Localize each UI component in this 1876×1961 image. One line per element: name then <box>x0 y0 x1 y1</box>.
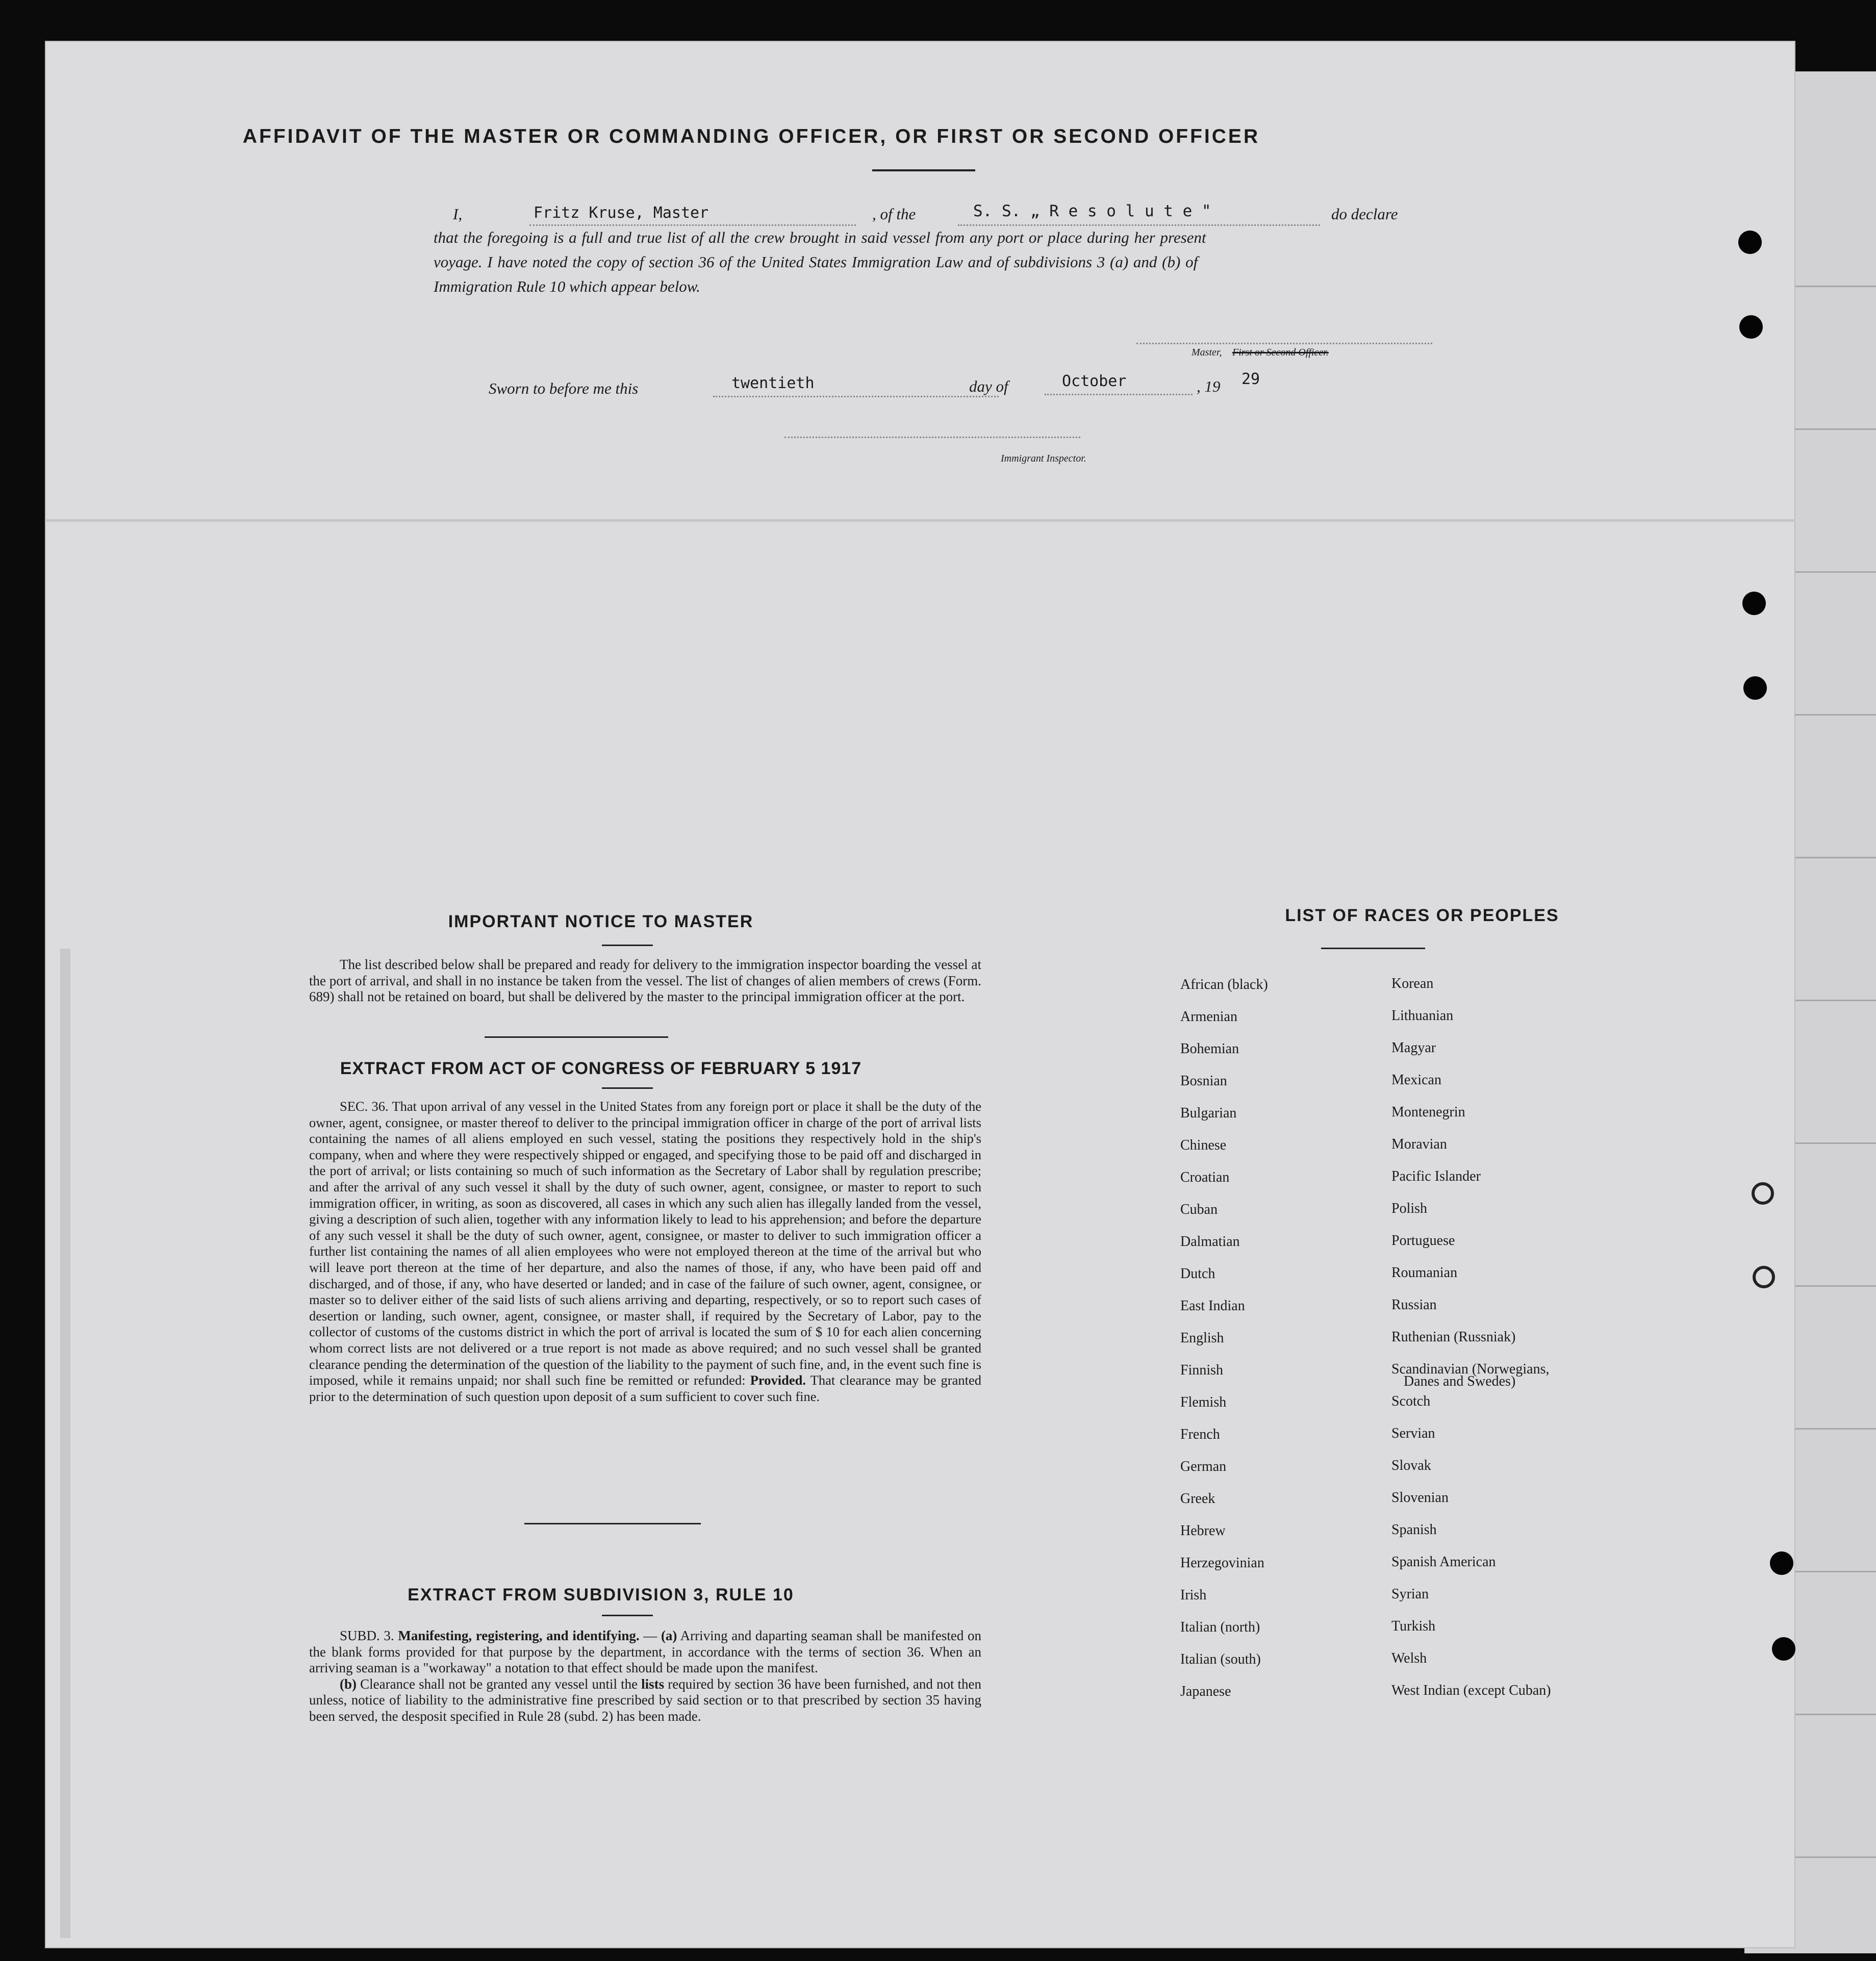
race-item: Welsh <box>1391 1650 1427 1666</box>
officer-label-struck: First or Second Officer. <box>1232 347 1329 358</box>
race-item: Korean <box>1391 976 1434 991</box>
act-paragraph <box>309 1099 981 1405</box>
race-item: Spanish <box>1391 1522 1437 1538</box>
race-item: East Indian <box>1180 1298 1245 1314</box>
race-item: Croatian <box>1180 1169 1230 1185</box>
do-declare-label: do declare <box>1331 205 1398 223</box>
race-item: Servian <box>1391 1425 1435 1441</box>
race-item: Slovenian <box>1391 1490 1449 1506</box>
race-item: Flemish <box>1180 1394 1227 1410</box>
act-section-rule <box>524 1523 701 1524</box>
signature-line <box>1136 343 1432 344</box>
punch-hole <box>1743 676 1767 700</box>
race-item: West Indian (except Cuban) <box>1391 1683 1551 1698</box>
race-item: Italian (south) <box>1180 1651 1261 1667</box>
race-item: Syrian <box>1391 1586 1429 1602</box>
race-item: English <box>1180 1330 1224 1346</box>
punch-hole <box>1753 1266 1775 1288</box>
notice-paragraph <box>309 957 981 1005</box>
race-item: Magyar <box>1391 1040 1436 1056</box>
subd-b-label: (b) <box>340 1676 357 1692</box>
subd-b-text-1: Clearance shall not be granted any vessel until the <box>360 1676 638 1692</box>
race-item: Finnish <box>1180 1362 1224 1378</box>
act-rule <box>602 1087 653 1089</box>
day-value: twentieth <box>731 374 815 392</box>
page-edge <box>60 949 70 1938</box>
punch-hole <box>1739 315 1763 339</box>
race-item: German <box>1180 1459 1227 1474</box>
name-fill-line <box>529 224 856 226</box>
race-item: Lithuanian <box>1391 1008 1454 1024</box>
notice-text: The list described below shall be prepared and ready for delivery to the immigration inspector boarding the vessel at the port of arrival, and shall in no instance be taken from the vessel. The list of changes of alien members of crews (Form. 689) shall not be retained on board, but shall be delivered by the master to the principal immigration officer at the port. <box>309 957 981 1004</box>
subd-b-lists: lists <box>641 1676 665 1692</box>
day-of-label: day of <box>969 377 1008 395</box>
rule-title-rule <box>602 1615 653 1616</box>
race-item: Japanese <box>1180 1684 1231 1699</box>
affidavit-line-2: that the foregoing is a full and true list of all the crew brought in said vessel from any port or place during her present <box>434 228 1206 246</box>
race-item: Dalmatian <box>1180 1234 1240 1250</box>
races-rule <box>1321 948 1425 949</box>
punch-hole <box>1772 1637 1795 1661</box>
title-rule <box>872 169 975 171</box>
subd-b-text-2: required by section 36 have been furnished, and not then unless, notice of liability to the administrative fine prescribed by said section or to that prescribed by section 35 having been served, the desposit specified in Rule 28 (subd. 2) has been made. <box>309 1676 982 1724</box>
master-label: Master, <box>1191 347 1222 358</box>
year-value: 29 <box>1241 370 1260 388</box>
race-item: Cuban <box>1180 1202 1218 1217</box>
act-text: SEC. 36. That upon arrival of any vessel in the United States from any foreign port or place it shall be the duty of the owner, agent, consignee, or master thereof to deliver to the principal immigration officer in charge of the port of arrival lists containing the names of all aliens employed en such vessel, stating the positions they respectively hold in the ship's company, when and where they were respectively shipped or engaged, and specifying those to be paid off and discharged in the port of arrival; or lists containing so much of such information as the Secretary of Labor shall by regulation prescribe; and after the arrival of any such vessel it shall by the duty of such owner, agent, consignee, or master to report to such immigration officer, in writing, as soon as discovered, all cases in which any such alien has illegally landed from the vessel, giving a description of such alien, together with any information likely to lead to his apprehension; and before the departure of any such vessel it shall be the duty of such owner, agent, consignee, or master to deliver to such immigration officer a further list containing the names of all alien employees who were not employed thereon at the time of the arrival but who will leave port thereon at the time of her departure, and also the names of those, if any, who have been paid off and discharged, and of those, if any, who have deserted or landed; and in case of the failure of such owner, agent, consignee, or master so to deliver either of the said lists of such aliens arriving and departing, respectively, or so to report such cases of desertion or landing, such owner, agent, consignee, or master shall, if required by the Secretary of Labor, pay to the collector of customs of the customs district in which the port of arrival is located the sum of $ 10 for each alien concerning whom correct lists are not delivered or a true report is not made as above required; and no such vessel shall be granted clearance pending the determination of the question of the liability to the payment of such fine, and, in the event such fine is imposed, while it remains unpaid; nor shall such fine be remitted or refunded: <box>309 1099 981 1388</box>
punch-hole <box>1752 1182 1774 1205</box>
race-item: African (black) <box>1180 977 1268 992</box>
month-value: October <box>1062 372 1127 390</box>
punch-hole <box>1742 592 1766 615</box>
inspector-signature-line <box>784 437 1080 438</box>
subd-a-text: Arriving and daparting seaman shall be manifested on the blank forms provided for that purpose by the department, in accordance with the terms of section 36. When an arriving seaman is a "workaway" a notation to that effect should be made upon the manifest. <box>309 1628 982 1675</box>
race-item: Spanish American <box>1391 1554 1496 1570</box>
race-item: Montenegrin <box>1391 1104 1465 1120</box>
act-text-end: That clearance may be granted prior to the determination of such question upon deposit of a sum sufficient to cover such fine. <box>309 1372 982 1404</box>
race-item: Portuguese <box>1391 1233 1455 1249</box>
notice-section-rule <box>485 1036 668 1038</box>
race-item: Chinese <box>1180 1137 1227 1153</box>
subd-heading: Manifesting, registering, and identifying. <box>398 1628 640 1643</box>
master-name-value: Fritz Kruse, Master <box>534 204 709 222</box>
race-item: Dutch <box>1180 1266 1215 1282</box>
document-page <box>45 41 1795 1948</box>
race-item: Moravian <box>1391 1136 1447 1152</box>
race-item: Scotch <box>1391 1393 1431 1409</box>
race-item: Greek <box>1180 1491 1215 1507</box>
punch-hole <box>1738 231 1762 254</box>
sworn-label: Sworn to before me this <box>489 379 639 397</box>
rule-paragraph <box>309 1628 981 1724</box>
year-prefix: , 19 <box>1197 377 1221 395</box>
race-item: Bohemian <box>1180 1041 1239 1057</box>
affidavit-prefix: I, <box>453 205 463 223</box>
race-item: French <box>1180 1427 1220 1442</box>
month-fill-line <box>1045 394 1193 395</box>
subd-dash: — <box>643 1628 657 1643</box>
act-title: EXTRACT FROM ACT OF CONGRESS OF FEBRUARY 5 1917 <box>340 1059 862 1078</box>
provided-label: Provided. <box>750 1372 806 1388</box>
race-item: Italian (north) <box>1180 1619 1260 1635</box>
race-item: Roumanian <box>1391 1265 1458 1281</box>
affidavit-title: AFFIDAVIT OF THE MASTER OR COMMANDING OFFICER, OR FIRST OR SECOND OFFICER <box>242 125 1260 147</box>
race-item: Danes and Swedes) <box>1404 1373 1516 1389</box>
race-item: Bosnian <box>1180 1073 1227 1089</box>
race-item: Turkish <box>1391 1618 1436 1634</box>
day-fill-line <box>713 396 999 397</box>
of-the-label: , of the <box>872 205 916 223</box>
races-title: LIST OF RACES OR PEOPLES <box>1285 906 1559 925</box>
affidavit-line-4: Immigration Rule 10 which appear below. <box>434 277 700 295</box>
vessel-name-value: S. S. „ R e s o l u t e " <box>973 202 1211 220</box>
inspector-label: Immigrant Inspector. <box>1001 453 1086 464</box>
affidavit-line-3: voyage. I have noted the copy of section 36 of the United States Immigration Law and of subdivisions 3 (a) and (b) of <box>434 253 1198 271</box>
fold-line <box>45 519 1795 522</box>
race-item: Armenian <box>1180 1009 1237 1025</box>
notice-rule <box>602 945 653 946</box>
race-item: Pacific Islander <box>1391 1168 1481 1184</box>
race-item: Irish <box>1180 1587 1207 1603</box>
race-item: Slovak <box>1391 1458 1431 1473</box>
vessel-fill-line <box>958 224 1320 226</box>
race-item: Herzegovinian <box>1180 1555 1264 1571</box>
notice-title: IMPORTANT NOTICE TO MASTER <box>448 912 754 931</box>
race-item: Bulgarian <box>1180 1105 1237 1121</box>
race-item: Ruthenian (Russniak) <box>1391 1329 1516 1345</box>
punch-hole <box>1770 1551 1793 1575</box>
race-item: Russian <box>1391 1297 1437 1313</box>
subd-a-label: (a) <box>661 1628 677 1643</box>
race-item: Mexican <box>1391 1072 1441 1088</box>
race-item: Polish <box>1391 1201 1428 1216</box>
subd-label: SUBD. 3. <box>340 1628 394 1643</box>
rule-title: EXTRACT FROM SUBDIVISION 3, RULE 10 <box>408 1585 794 1605</box>
race-item: Hebrew <box>1180 1523 1226 1539</box>
race-item: Scandinavian (Norwegians, <box>1391 1361 1550 1377</box>
